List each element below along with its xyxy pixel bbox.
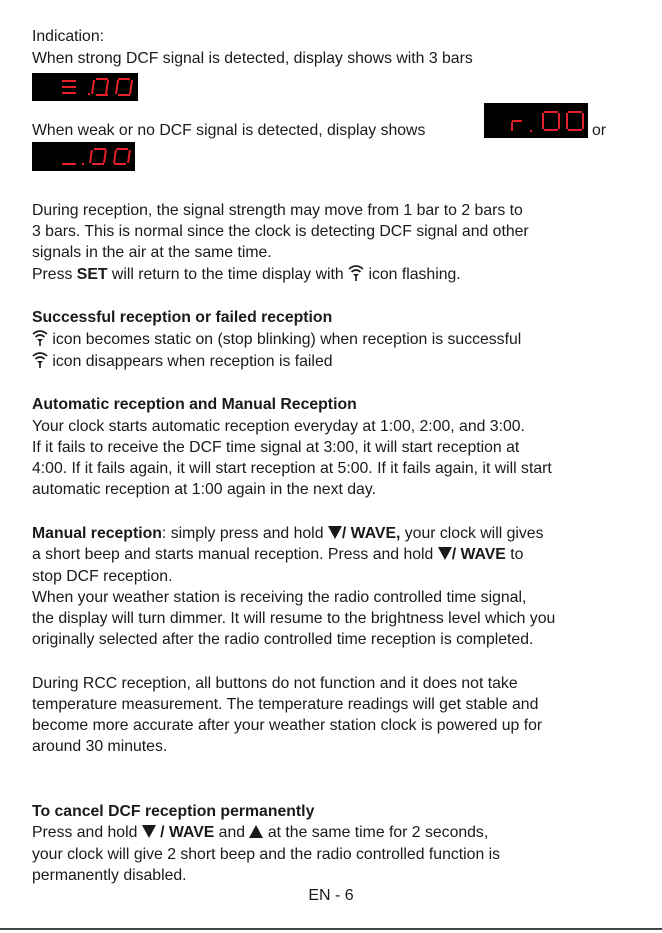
cancel-line-1: Press and hold / WAVE and at the same time for 2 seconds, — [32, 823, 488, 844]
rcc-line-4: around 30 minutes. — [32, 738, 168, 755]
auto-line-1: Your clock starts automatic reception everyday at 1:00, 2:00, and 3:00. — [32, 418, 525, 435]
rcc-line-2: temperature measurement. The temperature readings will get stable and — [32, 696, 539, 713]
down-triangle-icon — [438, 546, 452, 566]
manual-line-2: a short beep and starts manual reception. Press and hold / WAVE to — [32, 545, 523, 566]
auto-line-3: 4:00. If it fails again, it will start reception at 5:00. If it fails again, it will start — [32, 460, 552, 477]
lcd-weak-signal — [484, 103, 588, 138]
auto-line-4: automatic reception at 1:00 again in the next day. — [32, 481, 376, 498]
auto-line-2: If it fails to receive the DCF time signal at 3:00, it will start reception at — [32, 439, 520, 456]
rcc-line-3: become more accurate after your weather station clock is powered up for — [32, 717, 543, 734]
reception-line-2: 3 bars. This is normal since the clock is detecting DCF signal and other — [32, 223, 529, 240]
manual-line-3: stop DCF reception. — [32, 568, 173, 585]
strong-signal-line: When strong DCF signal is detected, display shows with 3 bars — [32, 50, 473, 67]
reception-line-4: Press SET will return to the time display with icon flashing. — [32, 266, 461, 283]
manual-line-4: When your weather station is receiving the radio controlled time signal, — [32, 589, 527, 606]
cancel-line-3: permanently disabled. — [32, 867, 187, 884]
rcc-line-1: During RCC reception, all buttons do not function and it does not take — [32, 675, 518, 692]
manual-line-6: originally selected after the radio controlled time reception is completed. — [32, 631, 534, 648]
success-heading: Successful reception or failed reception — [32, 309, 333, 326]
radio-signal-icon — [348, 264, 364, 281]
reception-line-3: signals in the air at the same time. — [32, 244, 272, 261]
cancel-heading: To cancel DCF reception permanently — [32, 803, 315, 820]
cancel-line-2: your clock will give 2 short beep and the radio controlled function is — [32, 846, 501, 863]
success-line-2: icon disappears when reception is failed — [32, 351, 333, 372]
weak-signal-line: When weak or no DCF signal is detected, display shows — [32, 122, 426, 139]
manual-line-1: Manual reception: simply press and hold / WAVE, your clock will gives — [32, 524, 543, 545]
down-triangle-icon — [328, 525, 342, 545]
auto-heading: Automatic reception and Manual Reception — [32, 396, 357, 413]
or-label: or — [592, 122, 607, 139]
indication-heading: Indication: — [32, 28, 105, 45]
radio-signal-icon — [32, 351, 48, 368]
radio-signal-icon — [32, 329, 48, 346]
lcd-strong-signal — [32, 73, 138, 101]
page-number: EN - 6 — [308, 887, 354, 904]
up-triangle-icon — [249, 824, 263, 844]
manual-line-5: the display will turn dimmer. It will resume to the brightness level which you — [32, 610, 556, 627]
down-triangle-icon — [142, 824, 156, 844]
bottom-divider — [0, 928, 662, 930]
lcd-no-signal — [32, 142, 135, 171]
reception-line-1: During reception, the signal strength may move from 1 bar to 2 bars to — [32, 202, 523, 219]
success-line-1: icon becomes static on (stop blinking) when reception is successful — [32, 329, 521, 350]
